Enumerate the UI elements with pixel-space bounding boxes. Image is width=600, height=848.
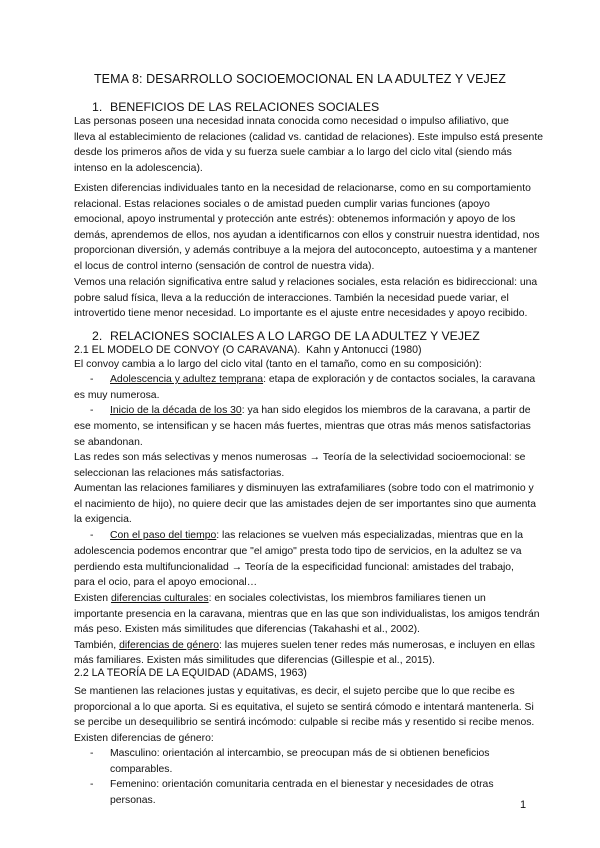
text-line: importante presencia en la caravana, mientras que en las que son individualistas, los amigos tendrán [74,608,540,620]
text-line: intenso en la adolescencia). [74,162,203,174]
text-line: : en sociales colectivistas, los miembros familiares tienen un [208,593,486,604]
text-line: : ya han sido elegidos los miembros de la caravana, a partir de [241,405,531,416]
text-prefix: Existen [74,593,111,604]
text-prefix: También, [74,639,120,651]
bullet-decada-30 [74,403,534,419]
bullet-term: Inicio de la década de los 30 [110,405,242,416]
paragraph-selectividad [74,450,537,528]
text-line: Las redes son más selectivas y menos numerosas → Teoría de la selectividad socioemocional: se [74,452,526,463]
section-1-title: BENEFICIOS DE LAS RELACIONES SOCIALES [110,100,380,114]
text-line: Masculino: orientación al intercambio, se preocupan más de si obtienen beneficios [110,748,490,759]
text-line: Femenino: orientación comunitaria centrada en el bienestar y necesidades de otras [110,779,494,790]
convoy-intro [74,357,534,373]
section-1-heading [92,100,379,114]
term-diferencias-culturales: diferencias culturales [110,593,209,604]
subsection-2-1-citation: Kahn y Antonucci (1980) [306,344,422,356]
text-line: el nacimiento de hijo), no quiere decir que las amistades dejen de ser importantes sino que aumenta [74,498,537,510]
text-line: relacional. Estas relaciones sociales o de amistad pueden cumplir varias funciones (apoyo [74,198,490,210]
paragraph-impulso-afiliativo [74,114,543,176]
bullet-masculino [74,746,534,777]
section-2-title: RELACIONES SOCIALES A LO LARGO DE LA ADULTEZ Y VEJEZ [110,329,480,343]
text-line: se abandonan. [74,436,143,448]
bullet-adolescencia [74,372,534,388]
paragraph-equidad [74,684,534,746]
section-2-heading [92,329,480,343]
bullet-dash: - [90,405,94,416]
bullet-term: Adolescencia y adultez temprana [110,374,264,385]
page-number: 1 [520,799,527,811]
bullet-dash: - [90,374,94,385]
text-line: se percibe un desequilibrio se sentirá incómodo: culpable si recibe más y resentido si recibe menos. [74,717,535,729]
paragraph-diferencias-individuales [74,181,540,275]
text-line: demás, aprendemos de ellos, nos ayudan a identificarnos con ellos y construir nuestra identidad, nos [74,229,540,241]
text-line: proporcionan diversión, y además contribuye a la mejora del autoconcepto, autoestima y a mantener [74,245,538,257]
section-1-number: 1. [92,100,103,114]
subsection-2-2-heading: 2.2 LA TEORÍA DE LA EQUIDAD (ADAMS, 1963) [74,667,307,679]
bullet-decada-30-continuation [74,419,534,450]
bullet-dash: - [90,779,94,790]
bullet-femenino [74,777,534,808]
text-line: para el ocio, para el apoyo emocional… [74,577,258,589]
text-line: Existen diferencias individuales tanto en la necesidad de relacionarse, como en su comportamiento [74,183,531,194]
text-line: comparables. [110,763,173,775]
text-line: más familiares. Existen más similitudes que diferencias (Gillespie et al., 2015). [74,655,435,667]
text-line: seleccionan las relaciones más satisfactorias. [74,467,285,479]
section-2-number: 2. [92,329,103,343]
text-line: introvertido tiene menor necesidad. Lo importante es el ajuste entre necesidades y apoyo recibido. [74,308,528,320]
text-line: Se mantienen las relaciones justas y equitativas, es decir, el sujeto percibe que lo que recibe es [74,686,515,697]
text-line: : las mujeres suelen tener redes más numerosas, e incluyen en ellas [219,639,535,651]
text-line: desde los primeros años de vida y su fuerza suele cambiar a lo largo del ciclo vital (siendo más [74,147,512,159]
text-line: adolescencia podemos encontrar que "el amigo" presta todo tipo de servicios, en la adultez se va [74,546,522,557]
text-line: ese momento, se intensifican y se hacen más fuertes, mientras que otras más menos satisfactorias [74,421,531,432]
document-title: TEMA 8: DESARROLLO SOCIOEMOCIONAL EN LA ADULTEZ Y VEJEZ [93,72,507,86]
text-line: Existen diferencias de género: [74,732,214,744]
text-line: Las personas poseen una necesidad innata conocida como necesidad o impulso afiliativo, que [74,116,509,127]
paragraph-salud-relaciones [74,275,538,322]
term-diferencias-genero: diferencias de género [119,639,219,651]
text-line: proporcional a lo que aporta. Si es equitativa, el sujeto se sentirá cómodo e intentará mantenerla. Si [74,701,534,713]
bullet-adolescencia-continuation [74,388,534,404]
text-line: perdiendo esta multifuncionalidad → Teoría de la especificidad funcional: amistades del trabajo, [74,561,514,573]
bullet-dash: - [90,748,94,759]
bullet-term: Con el paso del tiempo [110,530,217,541]
subsection-2-1-heading [74,344,422,356]
subsection-2-1-title: 2.1 EL MODELO DE CONVOY (O CARAVANA). [74,344,301,356]
text-line: Aumentan las relaciones familiares y disminuyen las extrafamiliares (sobre todo con el matrimonio y [74,483,534,495]
text-line: personas. [110,794,156,806]
paragraph-diferencias-culturales [74,591,540,669]
bullet-dash: - [90,530,94,541]
text-line: El convoy cambia a lo largo del ciclo vital (tanto en el tamaño, como en su composición): [74,359,482,370]
bullet-paso-tiempo-continuation [74,544,534,591]
text-line: más peso. Existen más similitudes que diferencias (Takahashi et al., 2002). [74,624,420,636]
text-line: lleva al establecimiento de relaciones (calidad vs. cantidad de relaciones). Este impulso está presente [74,131,543,143]
text-line: Vemos una relación significativa entre salud y relaciones sociales, esta relación es bidireccional: una [74,277,538,288]
text-line: pobre salud física, lleva a la reducción de interacciones. También la necesidad puede variar, el [74,292,509,304]
text-line: : las relaciones se vuelven más especializadas, mientras que en la [216,530,523,541]
text-line: la exigencia. [74,514,132,526]
text-line: emocional, apoyo instrumental y protección ante estrés): obtenemos información y apoyo de los [74,214,516,226]
bullet-paso-tiempo [74,528,534,544]
text-line: es muy numerosa. [74,390,160,401]
text-line: : etapa de exploración y de contactos sociales, la caravana [263,374,536,385]
text-line: el locus de control interno (sensación de control de nuestra vida). [74,260,375,272]
